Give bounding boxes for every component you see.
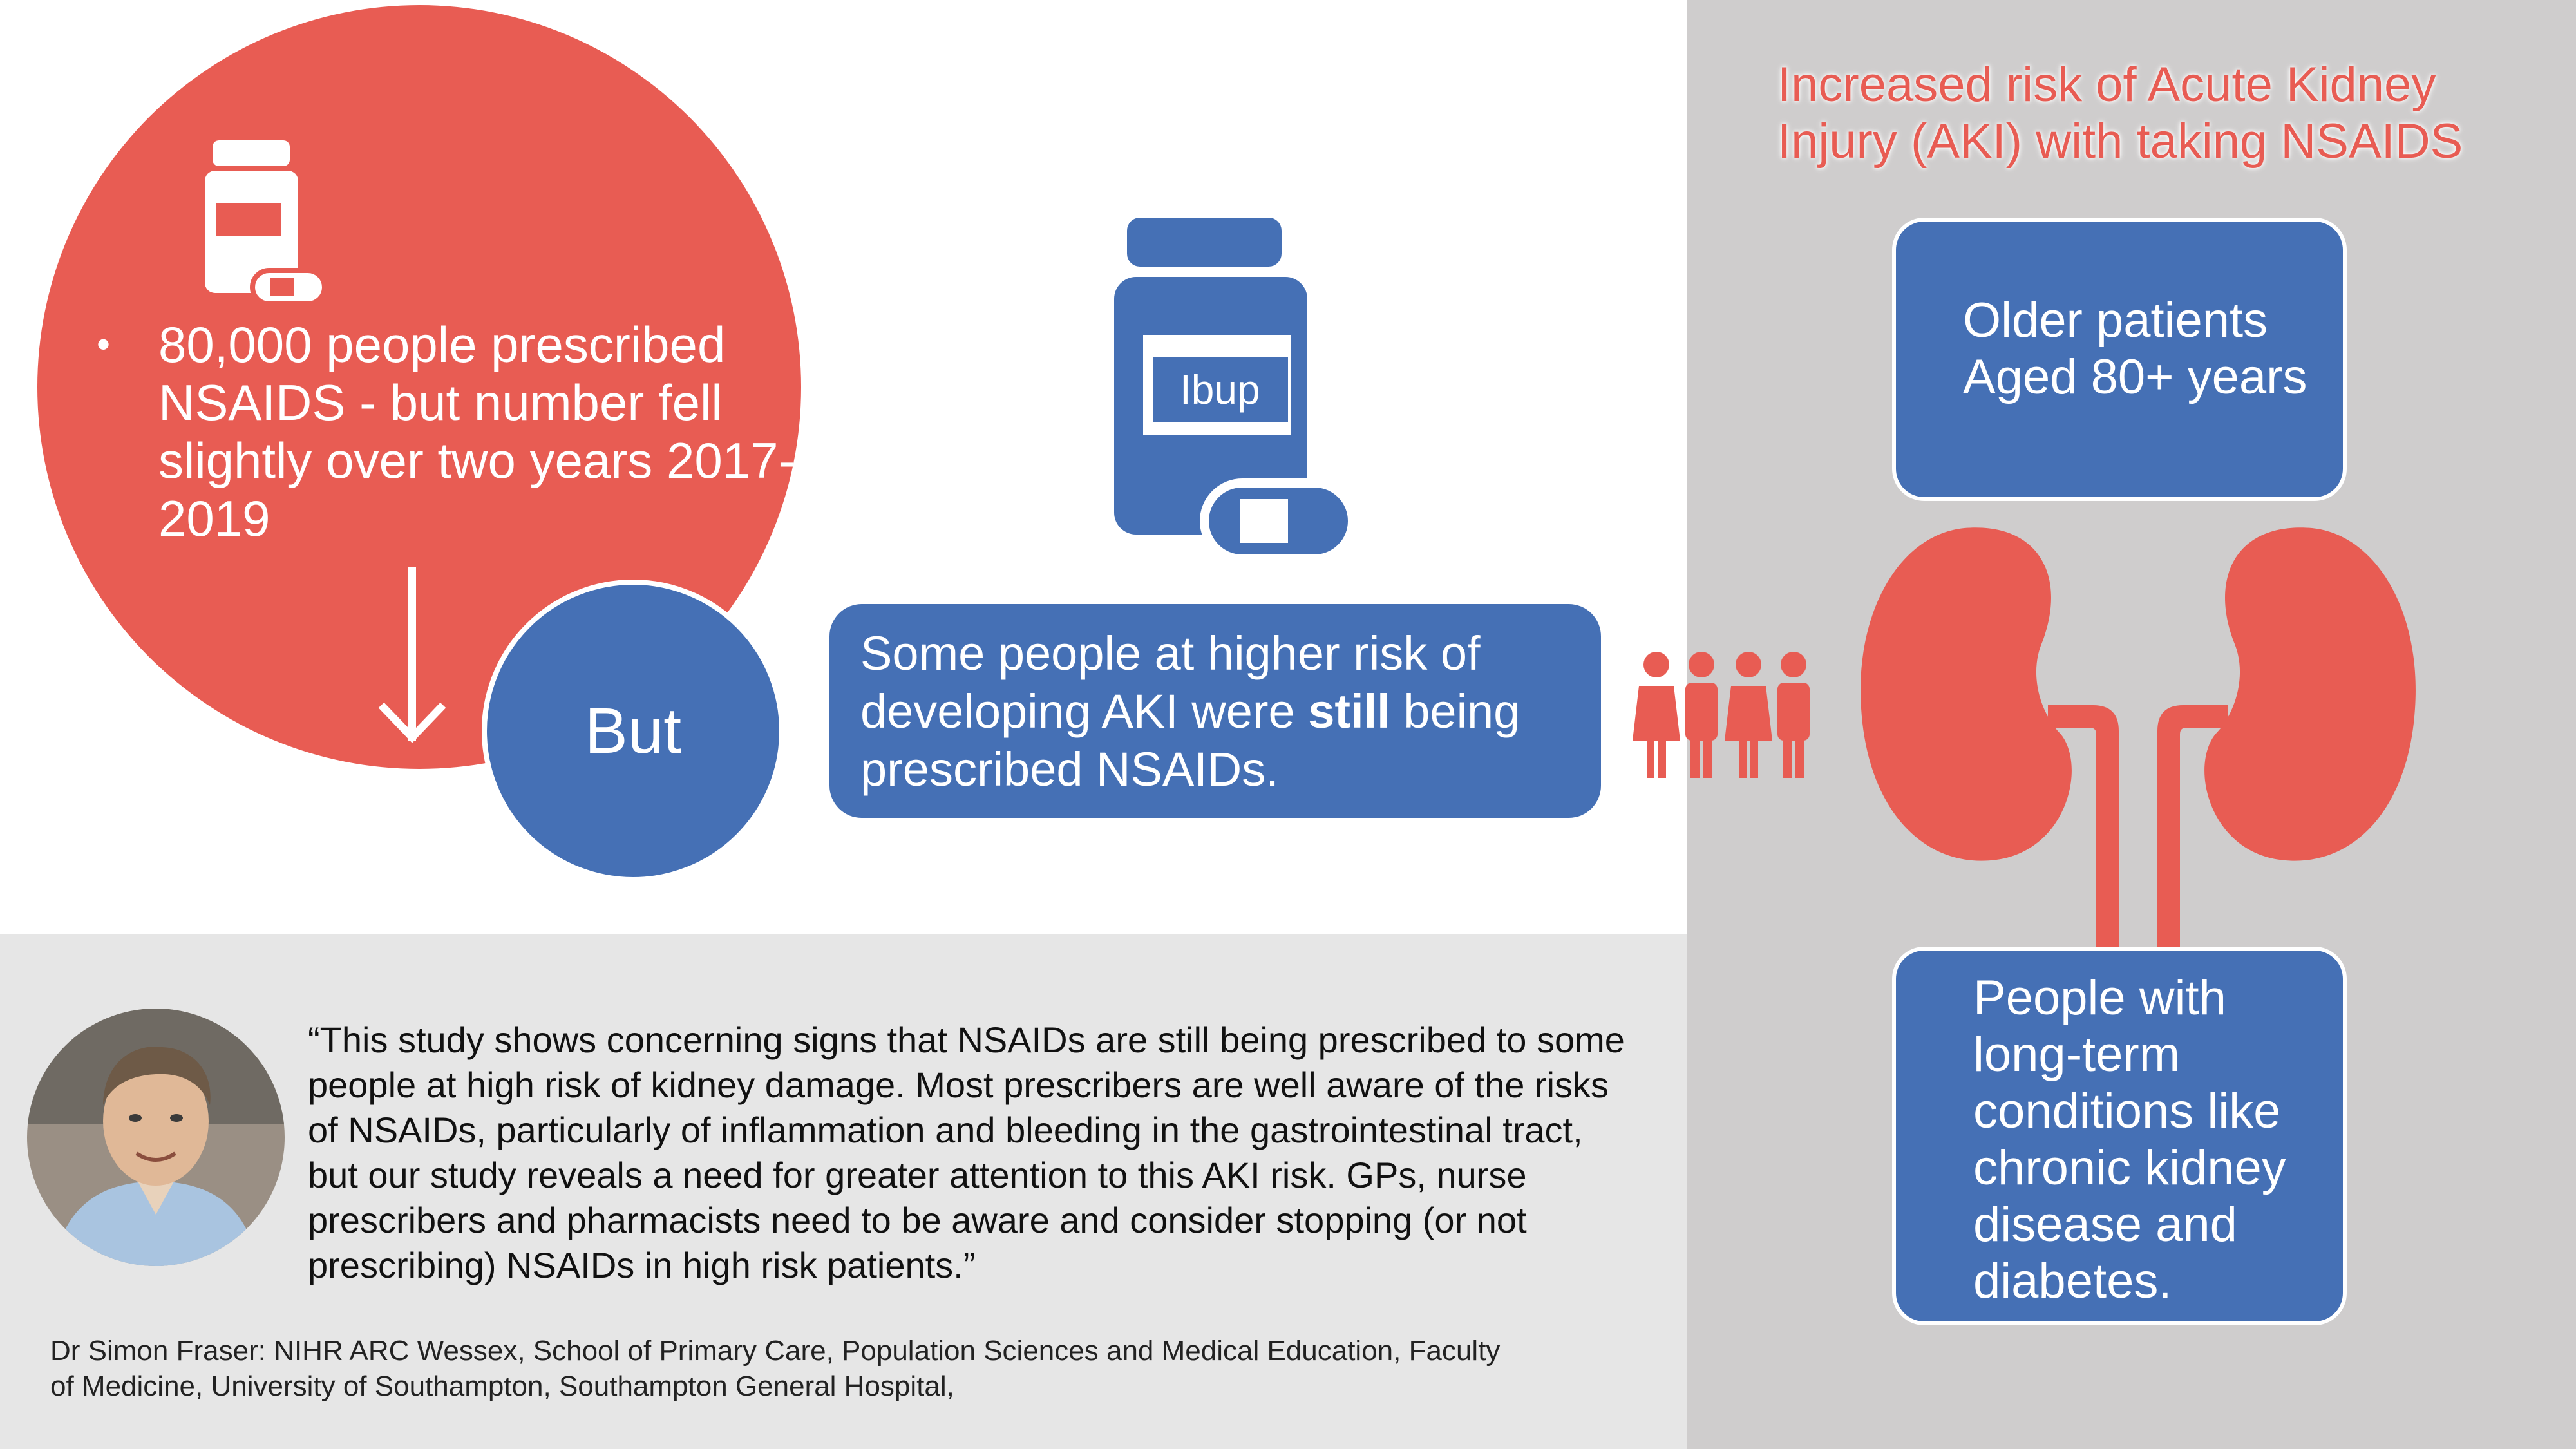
older-patients-box [1892, 218, 2347, 501]
down-arrow-icon [374, 567, 451, 747]
risk-text-post: being prescribed NSAIDs. [860, 685, 1520, 796]
older-line-1: Older patients [1963, 293, 2268, 348]
risk-text-bold: still [1308, 685, 1390, 738]
older-line-2: Aged 80+ years [1963, 350, 2307, 404]
pill-bottle-icon [193, 135, 335, 309]
quote-text: “This study shows concerning signs that NSAIDs are still being prescribed to some people at high risk of kidney damage. Most prescribers are well aware of the risks of NSAIDs, particularly of inflammation and bleeding in the gastrointestinal tract, but our study reveals a need for greater attention to this AKI risk. GPs, nurse prescribers and pharmacists need to be aware and consider stopping (or not prescribing) NSAIDs in high risk patients.” [308, 1019, 1625, 1285]
stat-text: 80,000 people prescribed NSAIDS - but number fell slightly over two years 2017-2019 [158, 316, 795, 547]
bullet-symbol: • [97, 323, 111, 366]
risk-box [829, 604, 1601, 818]
risk-text-pre: Some people at higher risk of developing AKI were [860, 627, 1481, 738]
family-icon [1629, 650, 1823, 779]
portrait-photo [27, 1009, 285, 1266]
but-circle: But [482, 580, 784, 882]
kidneys-icon [1855, 515, 2421, 953]
long-term-conditions-box: People with long-term conditions like chronic kidney disease and diabetes. [1892, 947, 2347, 1325]
bottle-label: Ibup [1180, 366, 1260, 413]
quote-credit: Dr Simon Fraser: NIHR ARC Wessex, School of Primary Care, Population Sciences and Medical Education, Faculty of Medicine, University of Southampton, Southampton General Hospital, [50, 1335, 1501, 1402]
headline: Increased risk of Acute Kidney Injury (AKI) with taking NSAIDS [1777, 57, 2463, 169]
